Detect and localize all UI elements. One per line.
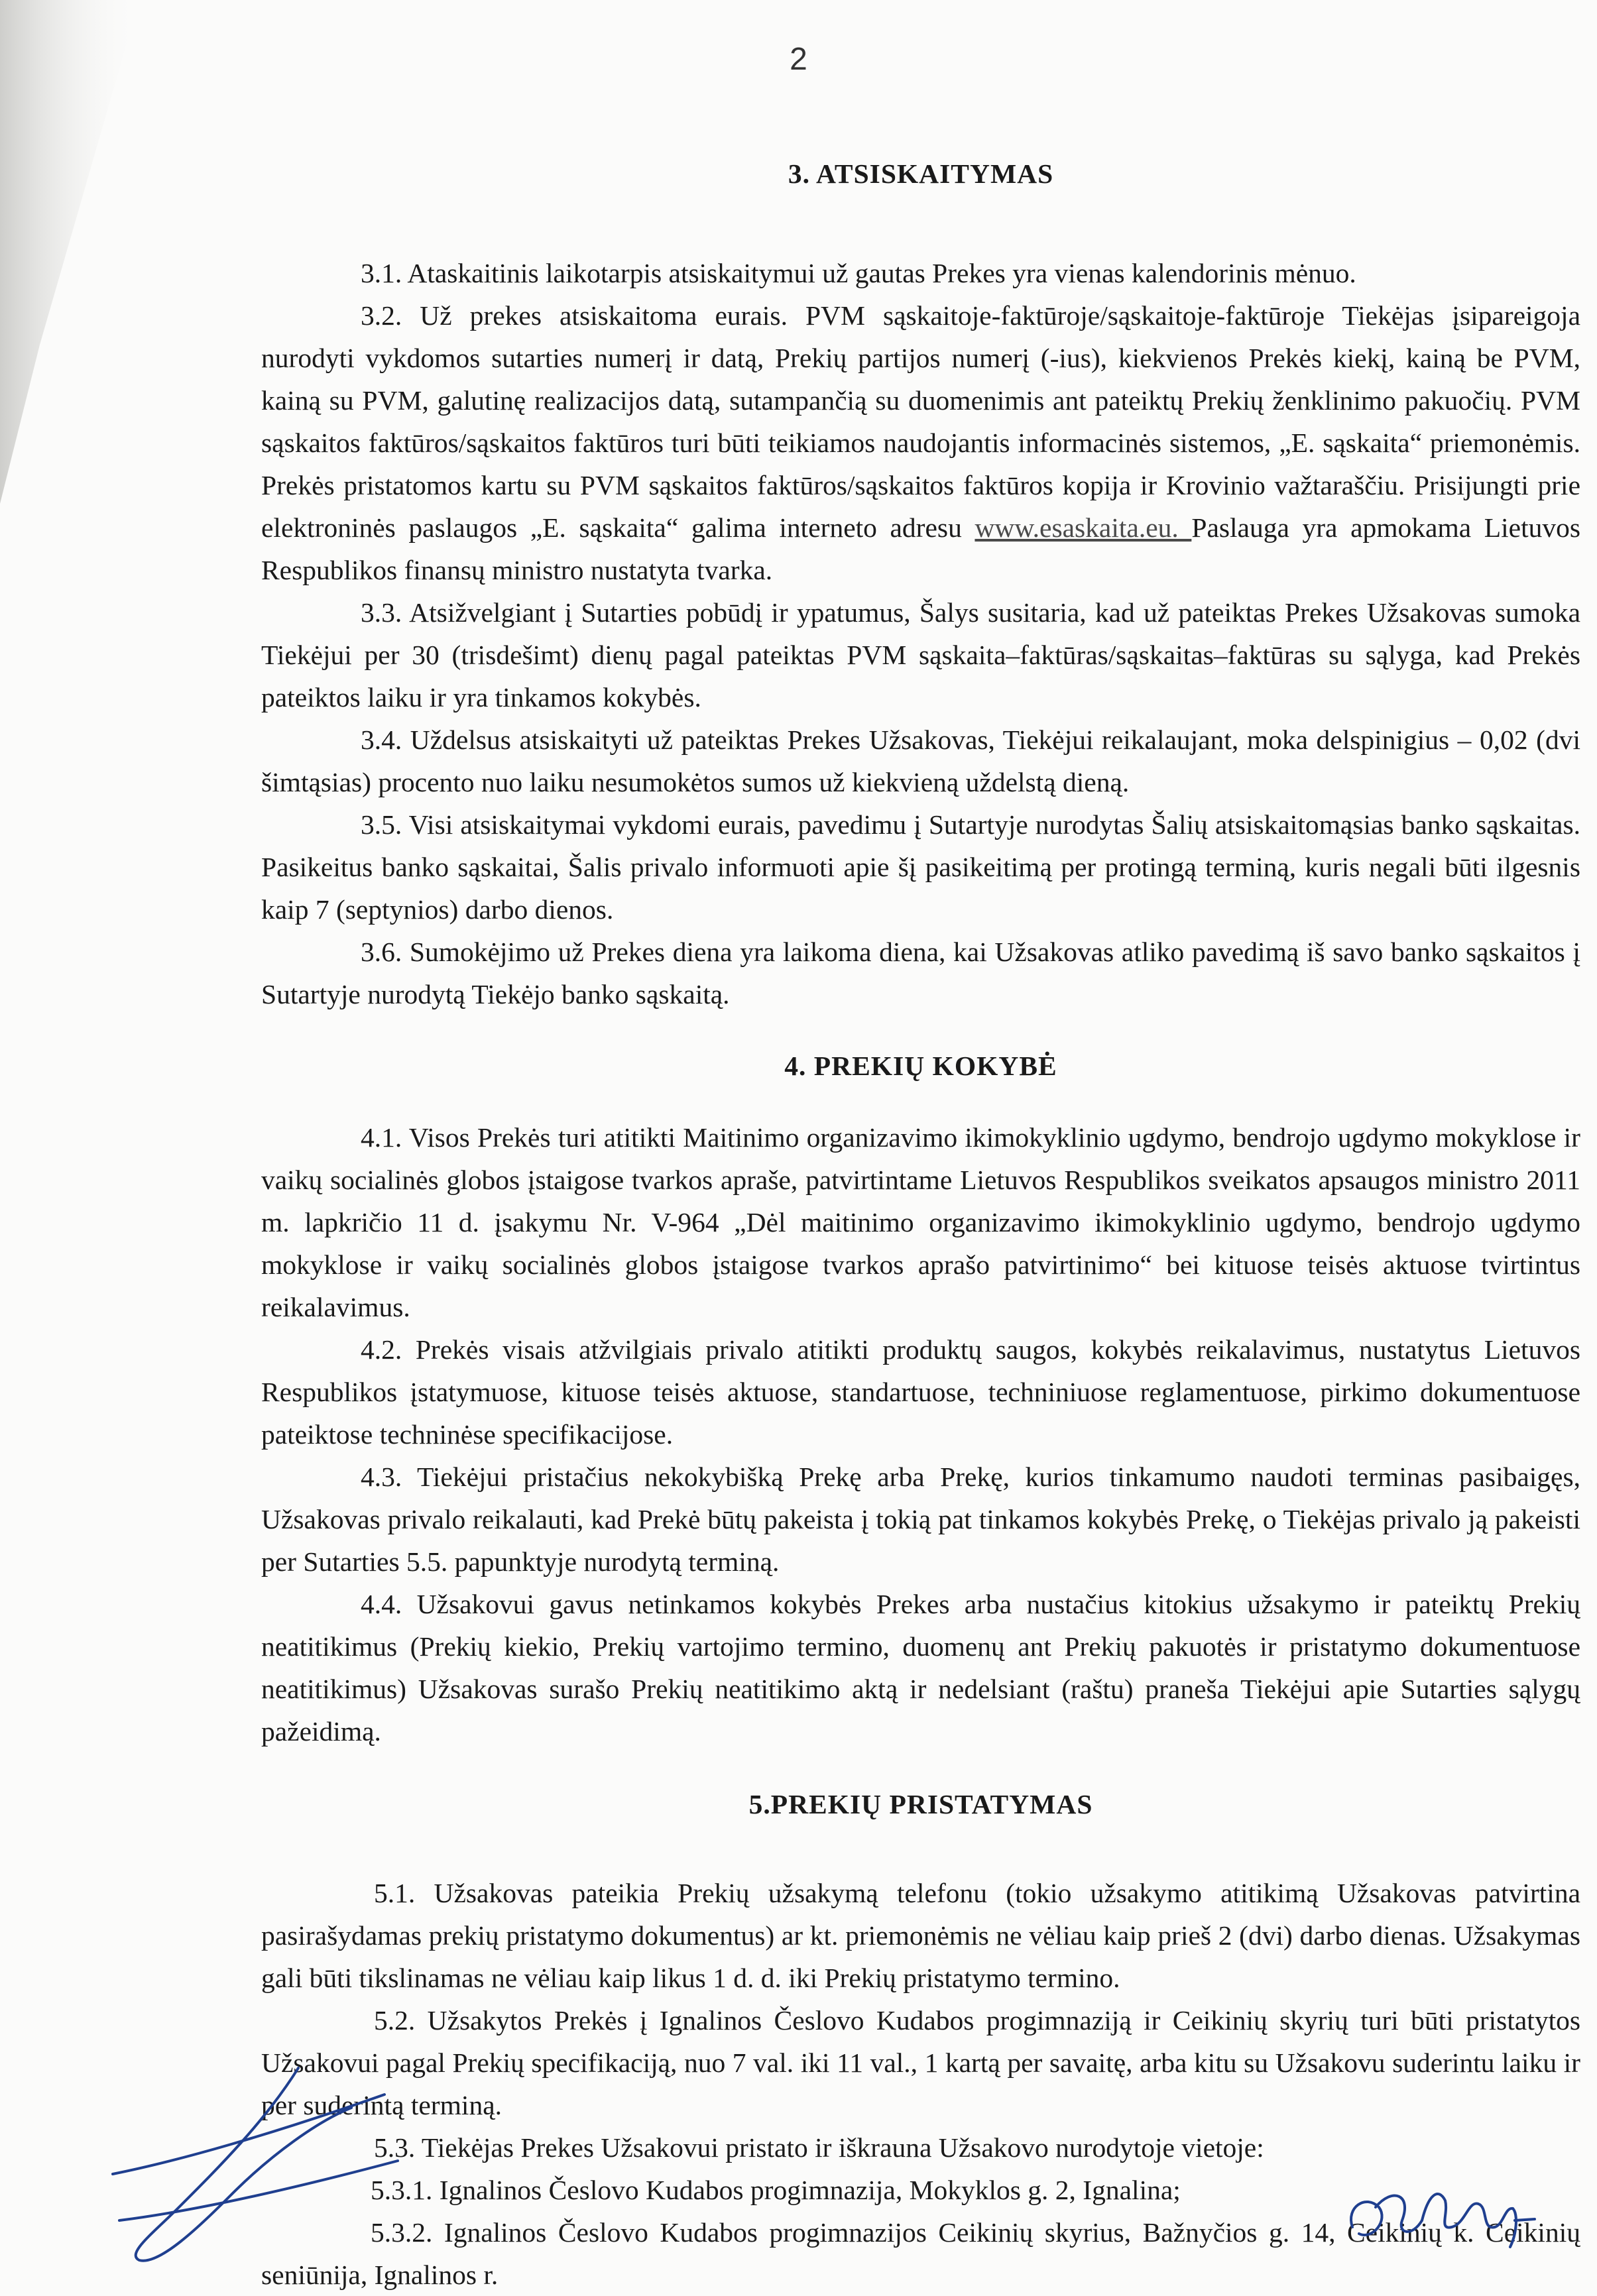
clause-3-1: 3.1. Ataskaitinis laikotarpis atsiskaitymui už gautas Prekes yra vienas kalendorinis mėnuo. (361, 258, 1356, 288)
clause-3-2-text: 3.2. Už prekes atsiskaitoma eurais. PVM sąskaitoje-faktūroje/sąskaitoje-faktūroje Tiekėjas įsipareigoja nurodyti vykdomos sutarties numerį ir datą, Prekių partijos numerį (-ius), kiekvienos Prekės kiekį, kainą be PVM, kainą su PVM, galutinę realizacijos datą, sutampančią su duomenimis ant pateiktų Prekių ženklinimo pakuočių. PVM sąskaitos faktūros/sąskaitos faktūros turi būti teikiamos naudojantis informacinės sistemos, „E. sąskaita“ priemonėmis. Prekės pristatomos kartu su PVM sąskaitos faktūros/sąskaitos faktūros kopija ir Krovinio važtaraščiu. Prisijungti prie elektroninės paslaugos „E. sąskaita“ galima interneto adresu (261, 300, 1580, 543)
clause-4-1: 4.1. Visos Prekės turi atitikti Maitinimo organizavimo ikimokyklinio ugdymo, bendrojo ugdymo mokyklose ir vaikų socialinės globos įstaigose tvarkos apraše, patvirtintame Lietuvos Respublikos sveikatos apsaugos ministro 2011 m. lapkričio 11 d. įsakymu Nr. V-964 „Dėl maitinimo organizavimo ikimokyklinio ugdymo, bendrojo ugdymo mokyklose ir vaikų socialinės globos įstaigose tvarkos aprašo patvirtinimo“ bei kituose teisės aktuose tvirtintus reikalavimus. (261, 1122, 1580, 1322)
section-heading-prekiu-kokybe: 4. PREKIŲ KOKYBĖ (784, 1051, 1057, 1081)
clause-3-5: 3.5. Visi atsiskaitymai vykdomi eurais, pavedimu į Sutartyje nurodytas Šalių atsiskaitomąsias banko sąskaitas. Pasikeitus banko sąskaitai, Šalis privalo informuoti apie šį pasikeitimą per protingą terminą, kuris negali būti ilgesnis kaip 7 (septynios) darbo dienos. (261, 809, 1580, 925)
clause-4-4: 4.4. Užsakovui gavus netinkamos kokybės Prekes arba nustačius kitokius užsakymo ir pateiktų Prekių neatitikimus (Prekių kiekio, Prekių vartojimo termino, duomenų ant Prekių pakuotės ir pristatymo dokumentuose neatitikimus) Užsakovas surašo Prekių neatitikimo aktą ir nedelsiant (raštu) praneša Tiekėjui apie Sutarties sąlygų pažeidimą. (261, 1589, 1580, 1747)
clause-3-4: 3.4. Uždelsus atsiskaityti už pateiktas Prekes Užsakovas, Tiekėjui reikalaujant, moka delspinigius – 0,02 (dvi šimtąsias) procento nuo laiku nesumokėtos sumos už kiekvieną uždelstą dieną. (261, 724, 1580, 797)
scan-edge-shadow (0, 0, 172, 2278)
clause-4-2: 4.2. Prekės visais atžvilgiais privalo atitikti produktų saugos, kokybės reikalavimus, nustatytus Lietuvos Respublikos įstatymuose, kituose teisės aktuose, standartuose, techniniuose reglamentuose, pirkimo dokumentuose pateiktose techninėse specifikacijose. (261, 1334, 1580, 1450)
clause-3-2 (261, 294, 1580, 591)
clause-5-2: 5.2. Užsakytos Prekės į Ignalinos Česlovo Kudabos progimnaziją ir Ceikinių skyrių turi būti pristatytos Užsakovui pagal Prekių specifikaciją, nuo 7 val. iki 11 val., 1 kartą per savaitę, arba kitu su Užsakovu suderintu laiku ir per suderintą terminą. (261, 2005, 1580, 2120)
clause-3-3: 3.3. Atsižvelgiant į Sutarties pobūdį ir ypatumus, Šalys susitaria, kad už pateiktas Prekes Užsakovas sumoka Tiekėjui per 30 (trisdešimt) dienų pagal pateiktas PVM sąskaita–faktūras/sąskaitas–faktūras su sąlyga, kad Prekės pateiktos laiku ir yra tinkamos kokybės. (261, 597, 1580, 713)
clause-5-3-1: 5.3.1. Ignalinos Česlovo Kudabos progimnazija, Mokyklos g. 2, Ignalina; (371, 2175, 1181, 2205)
clause-4-3: 4.3. Tiekėjui pristačius nekokybišką Prekę arba Prekę, kurios tinkamumo naudoti terminas pasibaigęs, Užsakovas privalo reikalauti, kad Prekė būtų pakeista į tokią pat tinkamos kokybės Prekę, o Tiekėjas privalo ją pakeisti per Sutarties 5.5. papunktyje nurodytą terminą. (261, 1462, 1580, 1577)
page-number: 2 (790, 42, 807, 77)
section-heading-prekiu-pristatymas: 5.PREKIŲ PRISTATYMAS (748, 1789, 1093, 1819)
clause-5-1: 5.1. Užsakovas pateikia Prekių užsakymą telefonu (tokio užsakymo atitikimą Užsakovas patvirtina pasirašydamas prekių pristatymo dokumentus) ar kt. priemonėmis ne vėliau kaip prieš 2 (dvi) darbo dienas. Užsakymas gali būti tikslinamas ne vėliau kaip likus 1 d. d. iki Prekių pristatymo termino. (261, 1878, 1580, 1993)
clause-3-6: 3.6. Sumokėjimo už Prekes diena yra laikoma diena, kai Užsakovas atliko pavedimą iš savo banko sąskaitos į Sutartyje nurodytą Tiekėjo banko sąskaitą. (261, 937, 1580, 1009)
handwritten-initials-right (1339, 2167, 1538, 2267)
section-heading-atsiskaitymas: 3. ATSISKAITYMAS (788, 158, 1054, 189)
esaskaita-link[interactable]: www.esaskaita.eu. (975, 512, 1192, 543)
clause-5-3-2: 5.3.2. Ignalinos Česlovo Kudabos progimnazijos Ceikinių skyrius, Bažnyčios g. 14, Ceikinių k. Ceikinių seniūnija, Ignalinos r. (261, 2217, 1580, 2290)
handwritten-signature-left (99, 2055, 411, 2267)
document-body (261, 152, 1580, 2296)
clause-5-3: 5.3. Tiekėjas Prekes Užsakovui pristato ir iškrauna Užsakovo nurodytoje vietoje: (374, 2132, 1264, 2163)
clause-3-2-tail: Paslauga yra apmokama Lietuvos Respublikos finansų ministro nustatyta tvarka. (261, 512, 1580, 585)
